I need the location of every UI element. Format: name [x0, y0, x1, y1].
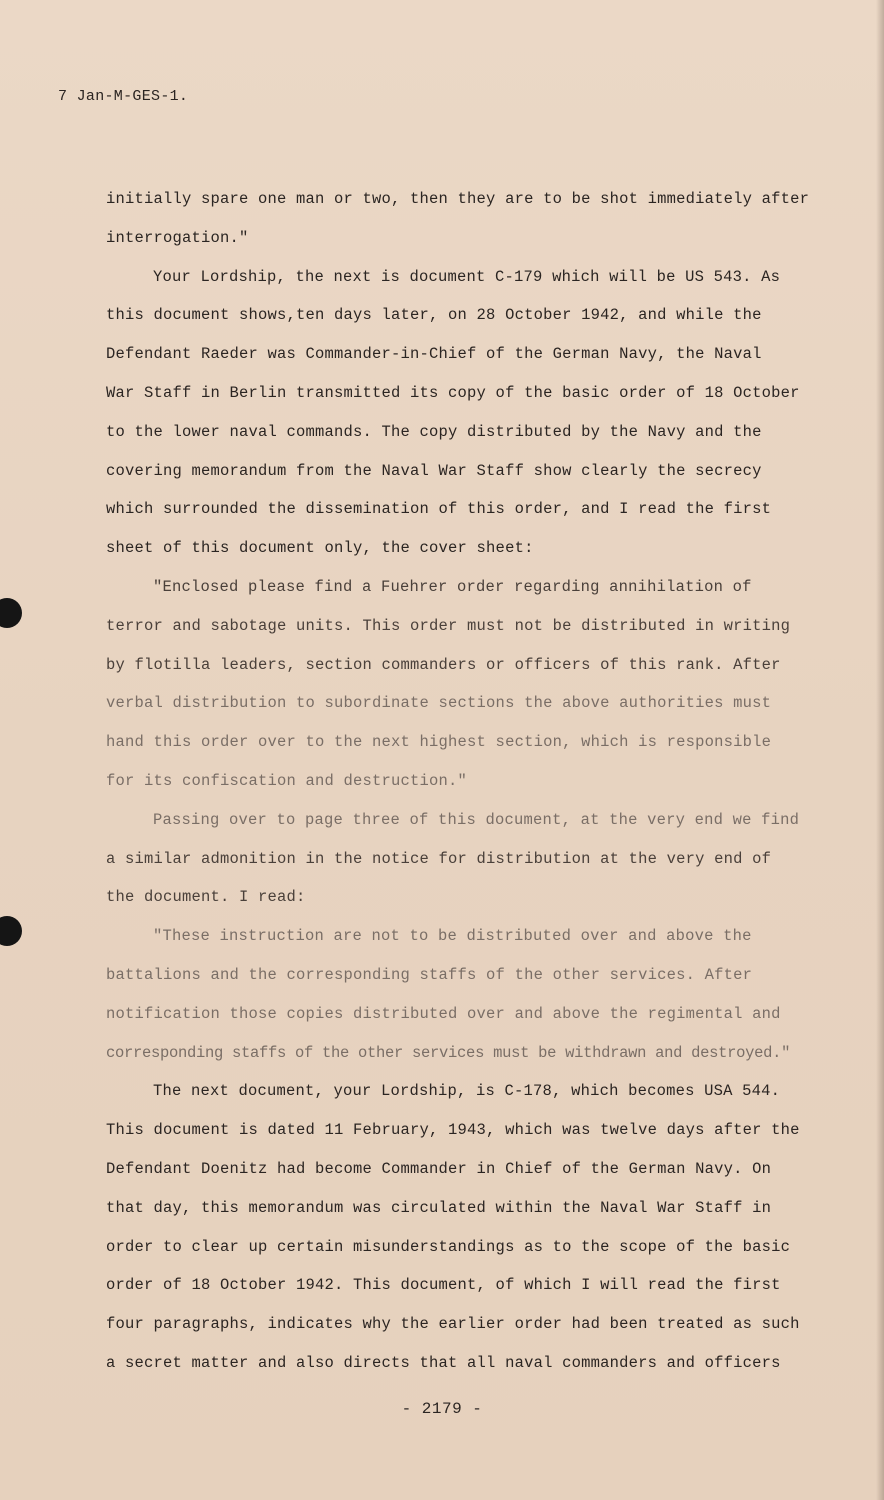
- text-line: four paragraphs, indicates why the earlier order had been treated as such: [106, 1315, 800, 1334]
- text-line: notification those copies distributed over and above the regimental and: [106, 1004, 781, 1023]
- page-number: - 2179 -: [401, 1400, 483, 1418]
- transcript-body: [106, 180, 816, 1383]
- text-line: order to clear up certain misunderstandings as to the scope of the basic: [106, 1237, 791, 1256]
- text-line: battalions and the corresponding staffs of the other services. After: [106, 965, 753, 984]
- text-line: The next document, your Lordship, is C-178, which becomes USA 544.: [153, 1082, 781, 1101]
- punch-hole-lower: [0, 916, 22, 946]
- text-line: Your Lordship, the next is document C-179 which will be US 543. As: [153, 267, 781, 286]
- text-line: this document shows,ten days later, on 28 October 1942, and while the: [106, 306, 762, 325]
- text-line: "Enclosed please find a Fuehrer order regarding annihilation of: [153, 577, 752, 596]
- text-line: verbal distribution to subordinate sections the above authorities must: [106, 694, 772, 713]
- text-line: sheet of this document only, the cover sheet:: [106, 539, 534, 558]
- text-line: a secret matter and also directs that all naval commanders and officers: [106, 1353, 781, 1372]
- text-line: corresponding staffs of the other services must be withdrawn and destroyed.": [106, 1043, 791, 1062]
- page-edge-shadow: [876, 0, 884, 1500]
- text-line: Passing over to page three of this document, at the very end we find: [153, 810, 800, 829]
- text-line: a similar admonition in the notice for distribution at the very end of: [106, 849, 772, 868]
- text-line: that day, this memorandum was circulated within the Naval War Staff in: [106, 1198, 772, 1217]
- text-line: Defendant Doenitz had become Commander in Chief of the German Navy. On: [106, 1159, 772, 1178]
- text-line: interrogation.": [106, 228, 249, 247]
- text-line: to the lower naval commands. The copy distributed by the Navy and the: [106, 422, 762, 441]
- text-line: This document is dated 11 February, 1943, which was twelve days after the: [106, 1121, 800, 1140]
- punch-hole-upper: [0, 598, 22, 628]
- text-line: hand this order over to the next highest section, which is responsible: [106, 733, 772, 752]
- text-line: for its confiscation and destruction.": [106, 771, 468, 790]
- text-line: order of 18 October 1942. This document, of which I will read the first: [106, 1276, 781, 1295]
- text-line: the document. I read:: [106, 888, 306, 907]
- text-line: covering memorandum from the Naval War Staff show clearly the secrecy: [106, 461, 762, 480]
- document-header: 7 Jan-M-GES-1.: [58, 88, 189, 105]
- text-line: Defendant Raeder was Commander-in-Chief of the German Navy, the Naval: [106, 345, 762, 364]
- text-line: "These instruction are not to be distributed over and above the: [153, 927, 752, 946]
- text-line: terror and sabotage units. This order must not be distributed in writing: [106, 616, 791, 635]
- text-line: by flotilla leaders, section commanders or officers of this rank. After: [106, 655, 781, 674]
- text-line: War Staff in Berlin transmitted its copy of the basic order of 18 October: [106, 383, 800, 402]
- text-line: initially spare one man or two, then they are to be shot immediately after: [106, 190, 810, 208]
- text-line: which surrounded the dissemination of this order, and I read the first: [106, 500, 772, 519]
